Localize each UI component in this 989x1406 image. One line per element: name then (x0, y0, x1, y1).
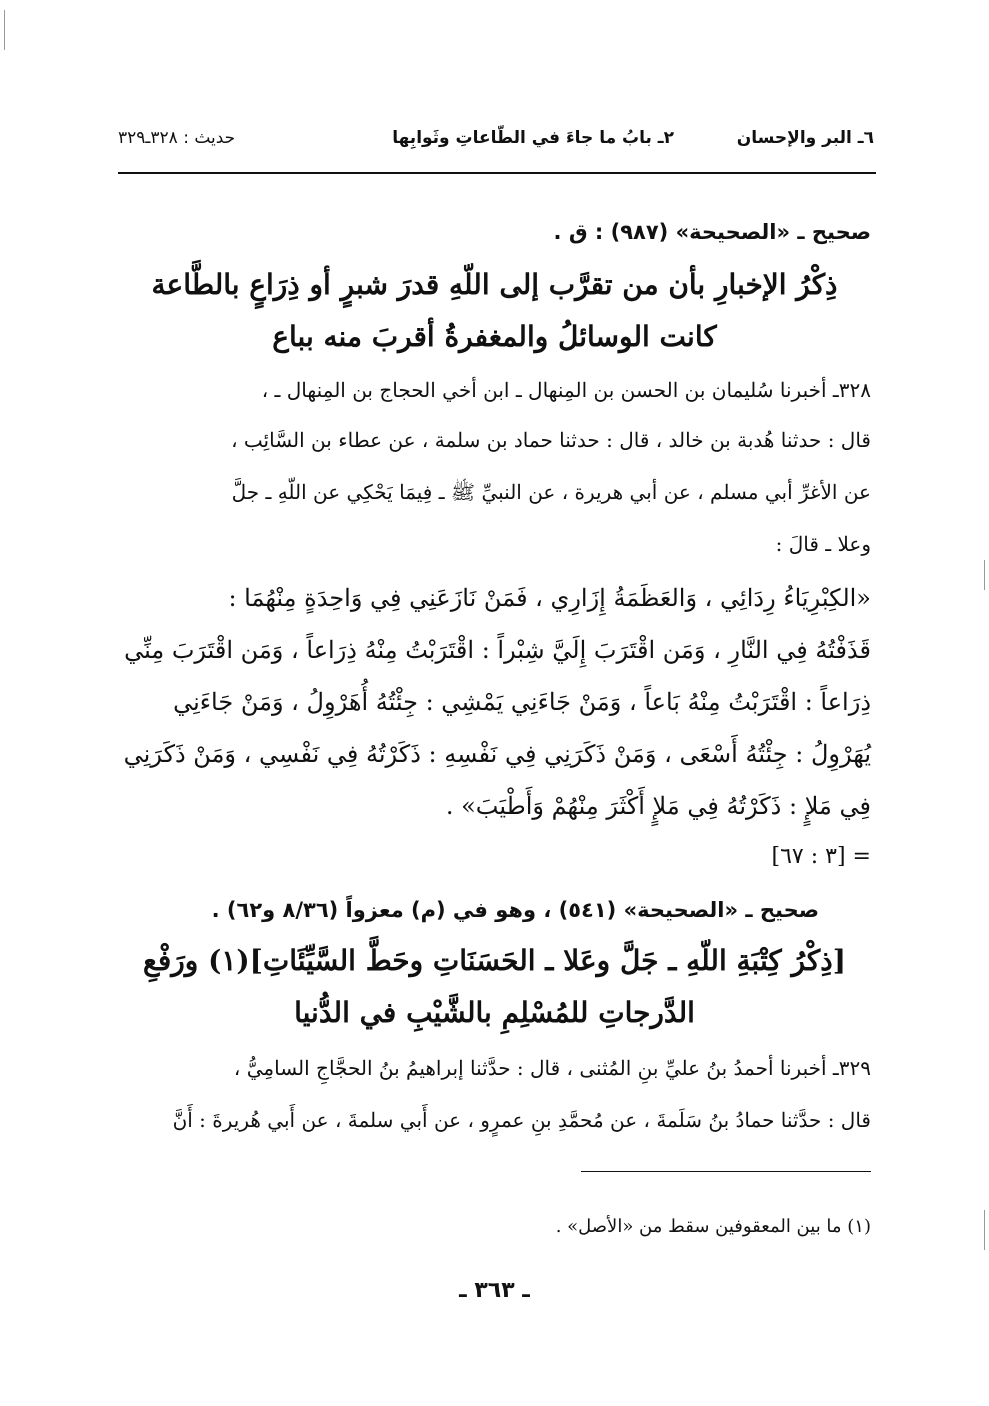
grading-line-prev: صحيح ـ «الصحيحة» (٩٨٧) : ق . (553, 220, 871, 244)
hadith-329-isnad-line: ٣٢٩ـ أخبرنا أحمدُ بنُ عليِّ بنِ المُثنى ، قال : حدَّثنا إبراهيمُ بنُ الحجَّاجِ السامِيُّ ، (233, 1056, 871, 1080)
hadith-328-matn-line: فِي مَلإٍ : ذَكَرْتُهُ فِي مَلإٍ أَكْثَرَ مِنْهُمْ وَأَطْيَبَ» . (445, 792, 871, 820)
hadith-329-isnad-line: قال : حدَّثنا حمادُ بنُ سَلَمةَ ، عن مُحمَّدِ بنِ عمرٍو ، عن أَبي سلمةَ ، عن أَبي هُريرةَ : أَنَّ (172, 1108, 871, 1132)
hadith-328-matn-line: ذِرَاعاً : اقْتَرَبْتُ مِنْهُ بَاعاً ، وَمَنْ جَاءَنِي يَمْشِي : جِئْتُهُ أُهَرْوِلُ ، وَمَنْ جَاءَنِي (173, 688, 871, 716)
chapter-heading-2-line-2: الدَّرجاتِ للمُسْلِمِ بالشَّيْبِ في الدُّنيا (294, 996, 695, 1029)
hadith-328-isnad-line: ٣٢٨ـ أخبرنا سُليمان بن الحسن بن المِنهال ـ ابن أخي الحجاج بن المِنهال ـ ، (261, 378, 871, 402)
hadith-range-label: حديث : ٣٢٨ـ٣٢٩ (118, 128, 236, 148)
hadith-328-isnad-line: عن الأغرِّ أبي مسلم ، عن أبي هريرة ، عن النبيِّ ﷺ ـ فِيمَا يَحْكِي عن اللّهِ ـ جلَّ (231, 480, 871, 504)
hadith-328-reference: = [٣ : ٦٧] (771, 844, 871, 869)
header-divider (118, 172, 876, 174)
page-number: ـ ٣٦٣ ـ (459, 1278, 530, 1303)
scan-edge-mark (984, 1210, 985, 1250)
hadith-328-matn-line: قَذَفْتُهُ فِي النَّارِ ، وَمَن اقْتَرَبَ إِلَيَّ شِبْراً : اقْتَرَبْتُ مِنْهُ ذِرَاعاً ، وَمَن اقْتَرَبَ مِنِّي (124, 636, 871, 664)
footnote-divider (581, 1171, 871, 1172)
chapter-heading-line-2: كانت الوسائلُ والمغفرةُ أقربَ منه بباع (272, 320, 717, 353)
chapter-header-title: ٢ـ بابُ ما جاءَ في الطّاعاتِ وثَوابِها (392, 128, 674, 148)
hadith-328-grading: صحيح ـ «الصحيحة» (٥٤١) ، وهو في (م) معزواً (٨/٣٦ و٦٢) . (211, 898, 819, 922)
hadith-328-isnad-line: وعلا ـ قالَ : (775, 532, 871, 556)
book-section-title: ٦ـ البر والإحسان (736, 128, 874, 148)
hadith-328-isnad-line: قال : حدثنا هُدبة بن خالد ، قال : حدثنا حماد بن سلمة ، عن عطاء بن السَّائِب ، (231, 428, 871, 452)
footnote: (١) ما بين المعقوفين سقط من «الأصل» . (555, 1216, 871, 1237)
chapter-heading-line-1: ذِكْرُ الإخبارِ بأن من تقرَّب إلى اللّهِ قدرَ شبرٍ أو ذِرَاعٍ بالطَّاعة (151, 268, 838, 301)
scan-edge-mark (984, 560, 985, 590)
chapter-heading-2-line-1: [ذِكْرُ كِتْبَةِ اللّهِ ـ جَلَّ وعَلا ـ الحَسَنَاتِ وحَطَّ السَّيِّئَاتِ](١) ورَفْعِ (143, 944, 846, 977)
hadith-328-matn-line: «الكِبْرِيَاءُ رِدَائِي ، وَالعَظَمَةُ إِزَارِي ، فَمَنْ نَازَعَنِي فِي وَاحِدَةٍ مِنْهُمَا : (228, 584, 871, 612)
hadith-328-matn-line: يُهَرْوِلُ : جِئْتُهُ أَسْعَى ، وَمَنْ ذَكَرَنِي فِي نَفْسِهِ : ذَكَرْتُهُ فِي نَفْسِي ، وَمَنْ ذَكَرَنِي (123, 740, 871, 768)
scan-edge-mark (4, 10, 5, 50)
running-header (118, 128, 874, 164)
